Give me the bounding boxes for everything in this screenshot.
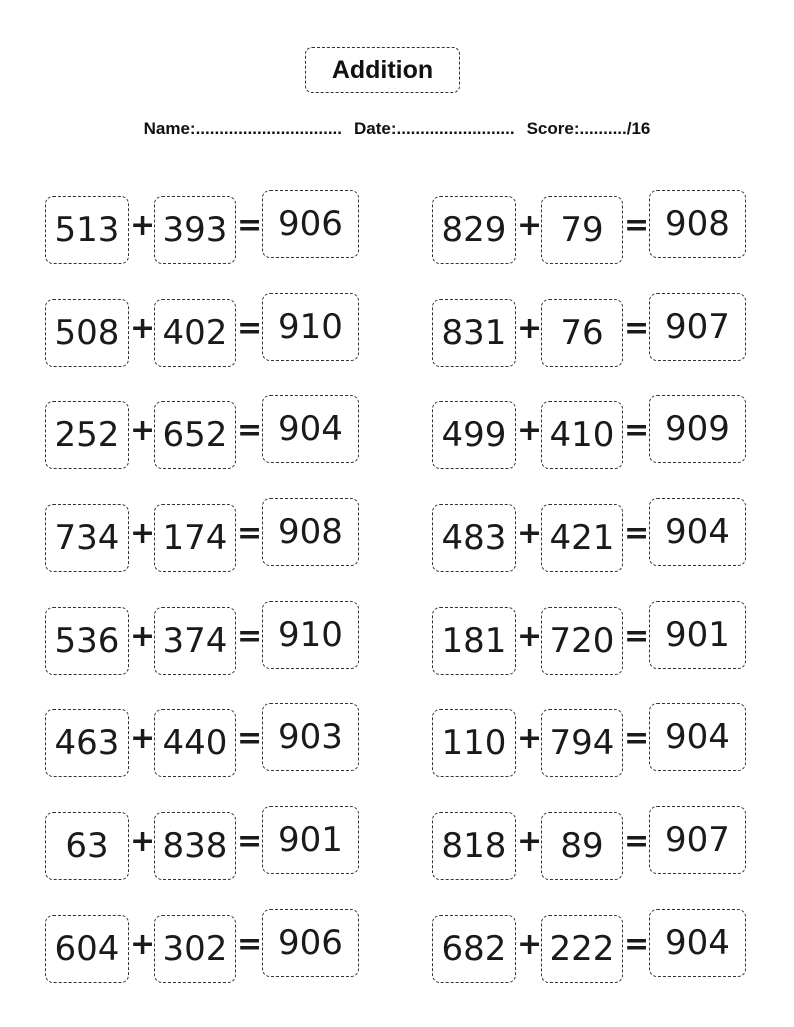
addend-1-box: 463 xyxy=(45,709,129,777)
problem-row xyxy=(432,601,752,704)
equals-sign: = xyxy=(237,413,263,449)
worksheet-title: Addition xyxy=(305,47,460,93)
addend-1-box: 63 xyxy=(45,812,129,880)
sum-box: 904 xyxy=(649,703,746,771)
problem-row xyxy=(432,293,752,396)
addend-1-box: 734 xyxy=(45,504,129,572)
problem-row xyxy=(45,293,365,396)
addend-1-box: 499 xyxy=(432,401,516,469)
addend-1-box: 831 xyxy=(432,299,516,367)
plus-sign: + xyxy=(517,208,543,243)
problem-row xyxy=(432,703,752,806)
problem-row xyxy=(45,498,365,601)
problem-row xyxy=(432,806,752,909)
problem-row xyxy=(45,703,365,806)
addend-2-box: 302 xyxy=(154,915,236,983)
plus-sign: + xyxy=(130,310,156,346)
equals-sign: = xyxy=(624,413,650,449)
sum-box: 903 xyxy=(262,703,359,771)
problem-row xyxy=(45,395,365,498)
plus-sign: + xyxy=(130,824,156,860)
sum-box: 904 xyxy=(649,498,746,566)
addend-2-box: 393 xyxy=(154,196,236,264)
equals-sign: = xyxy=(624,618,650,654)
problem-row xyxy=(432,909,752,1012)
plus-sign: + xyxy=(130,208,156,243)
problem-row xyxy=(45,601,365,704)
equals-sign: = xyxy=(624,310,650,346)
addend-2-box: 838 xyxy=(154,812,236,880)
addend-2-box: 720 xyxy=(541,607,623,675)
plus-sign: + xyxy=(517,310,543,346)
sum-box: 908 xyxy=(262,498,359,566)
addend-1-box: 252 xyxy=(45,401,129,469)
addend-2-box: 794 xyxy=(541,709,623,777)
sum-box: 904 xyxy=(649,909,746,977)
right-problem-column xyxy=(432,190,752,1012)
equals-sign: = xyxy=(624,926,650,962)
plus-sign: + xyxy=(130,721,156,757)
problem-row xyxy=(432,498,752,601)
plus-sign: + xyxy=(517,413,543,449)
sum-box: 910 xyxy=(262,601,359,669)
sum-box: 908 xyxy=(649,190,746,258)
sum-box: 906 xyxy=(262,909,359,977)
plus-sign: + xyxy=(517,824,543,860)
plus-sign: + xyxy=(517,721,543,757)
addend-2-box: 76 xyxy=(541,299,623,367)
addend-1-box: 483 xyxy=(432,504,516,572)
addend-2-box: 652 xyxy=(154,401,236,469)
info-line xyxy=(0,119,794,139)
addend-2-box: 222 xyxy=(541,915,623,983)
addend-1-box: 682 xyxy=(432,915,516,983)
equals-sign: = xyxy=(237,516,263,552)
equals-sign: = xyxy=(237,208,263,243)
plus-sign: + xyxy=(130,618,156,654)
sum-box: 907 xyxy=(649,293,746,361)
plus-sign: + xyxy=(130,413,156,449)
addend-2-box: 440 xyxy=(154,709,236,777)
score-field: Score:........../16 xyxy=(526,119,651,138)
left-problem-column xyxy=(45,190,365,1012)
addend-1-box: 513 xyxy=(45,196,129,264)
addend-2-box: 374 xyxy=(154,607,236,675)
addend-1-box: 536 xyxy=(45,607,129,675)
addend-2-box: 421 xyxy=(541,504,623,572)
sum-box: 901 xyxy=(649,601,746,669)
date-field: Date:......................... xyxy=(354,119,515,138)
sum-box: 906 xyxy=(262,190,359,258)
plus-sign: + xyxy=(130,926,156,962)
addend-2-box: 410 xyxy=(541,401,623,469)
equals-sign: = xyxy=(624,824,650,860)
addend-1-box: 110 xyxy=(432,709,516,777)
problem-row xyxy=(45,806,365,909)
equals-sign: = xyxy=(624,721,650,757)
equals-sign: = xyxy=(237,721,263,757)
plus-sign: + xyxy=(517,618,543,654)
sum-box: 904 xyxy=(262,395,359,463)
sum-box: 907 xyxy=(649,806,746,874)
plus-sign: + xyxy=(517,926,543,962)
addend-1-box: 604 xyxy=(45,915,129,983)
plus-sign: + xyxy=(130,516,156,552)
addend-1-box: 508 xyxy=(45,299,129,367)
addend-1-box: 818 xyxy=(432,812,516,880)
equals-sign: = xyxy=(237,926,263,962)
problem-row xyxy=(432,395,752,498)
plus-sign: + xyxy=(517,516,543,552)
addend-2-box: 174 xyxy=(154,504,236,572)
sum-box: 901 xyxy=(262,806,359,874)
equals-sign: = xyxy=(624,208,650,243)
problem-row xyxy=(432,190,752,293)
addend-2-box: 79 xyxy=(541,196,623,264)
sum-box: 910 xyxy=(262,293,359,361)
addend-1-box: 829 xyxy=(432,196,516,264)
problem-row xyxy=(45,190,365,293)
addend-2-box: 89 xyxy=(541,812,623,880)
addend-1-box: 181 xyxy=(432,607,516,675)
problem-row xyxy=(45,909,365,1012)
name-field: Name:............................... xyxy=(143,119,342,138)
sum-box: 909 xyxy=(649,395,746,463)
addend-2-box: 402 xyxy=(154,299,236,367)
equals-sign: = xyxy=(237,824,263,860)
equals-sign: = xyxy=(237,618,263,654)
equals-sign: = xyxy=(237,310,263,346)
equals-sign: = xyxy=(624,516,650,552)
